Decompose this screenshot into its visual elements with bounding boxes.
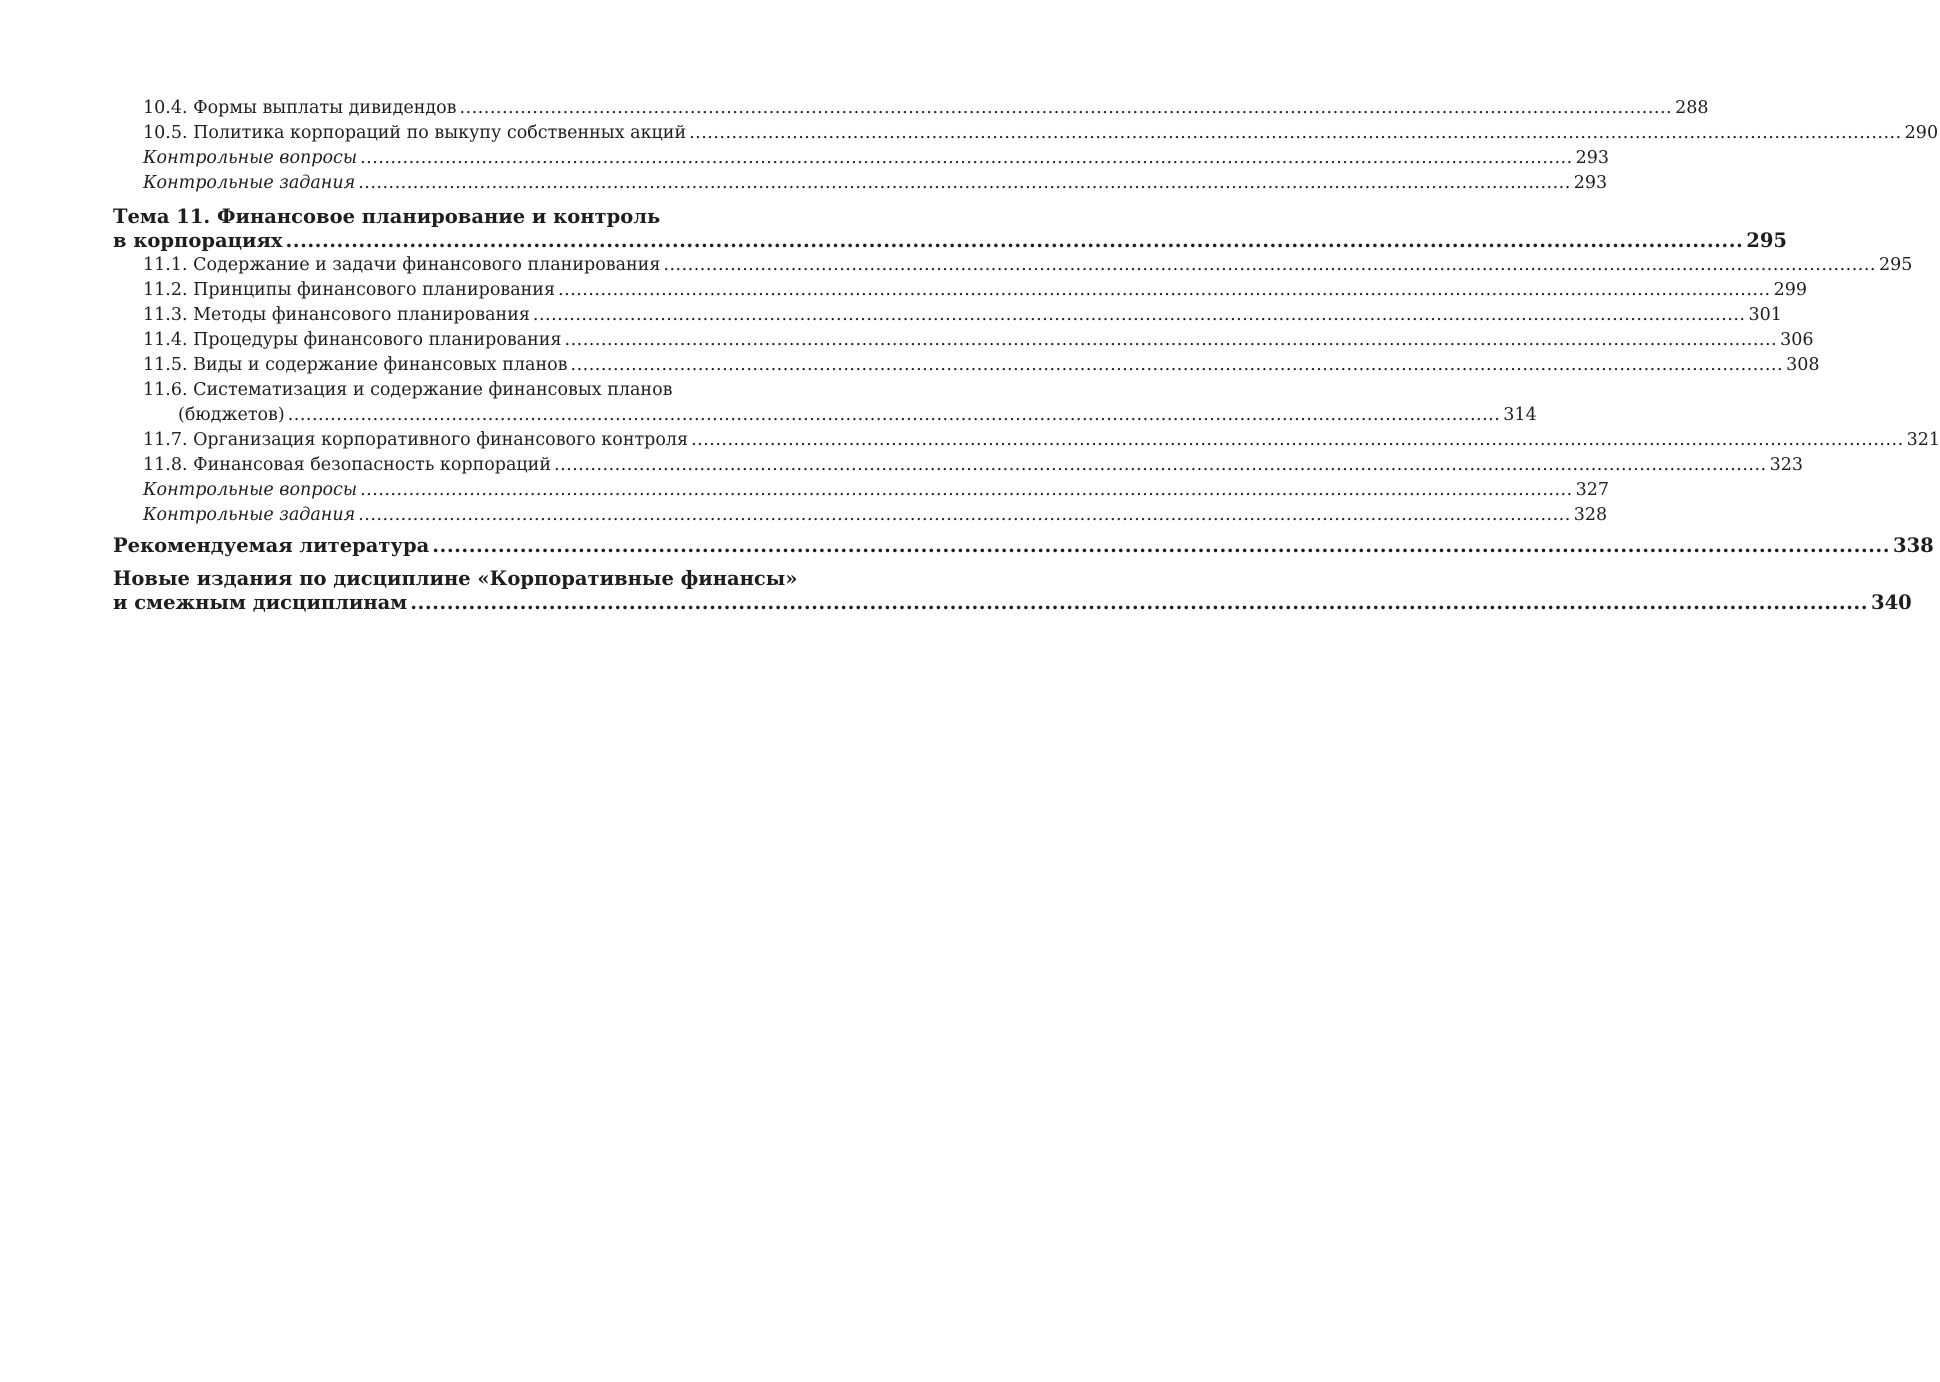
- toc-entry-title: 11.8. Финансовая безопасность корпораций: [143, 455, 552, 475]
- dot-leader: ........................................................................................................................................................................................................: [564, 330, 1778, 350]
- toc-entry-title-line1: Тема 11. Финансовое планирование и контроль: [113, 205, 661, 228]
- dot-leader: ........................................................................................................................................................................................................: [360, 148, 1573, 168]
- toc-page-number: 328: [1573, 505, 1608, 525]
- toc-page-number: 308: [1786, 355, 1820, 375]
- toc-page-number: 340: [1871, 591, 1912, 614]
- toc-entry-title: 11.3. Методы финансового планирования: [143, 305, 530, 325]
- toc-entry-title: Контрольные задания: [143, 173, 356, 193]
- toc-entry-title: 10.5. Политика корпораций по выкупу собственных акций: [143, 123, 687, 143]
- toc-page-number: 295: [1746, 229, 1787, 252]
- toc-entry-11-6[interactable]: [113, 378, 1537, 428]
- toc-entry-title-line2: в корпорациях: [113, 229, 283, 252]
- dot-leader: ........................................................................................................................................................................................................: [558, 280, 1771, 300]
- dot-leader: ........................................................................................................................................................................................................: [532, 305, 1746, 325]
- dot-leader: ........................................................................................................................................................................................................: [287, 405, 1501, 425]
- toc-page-number: 306: [1780, 330, 1814, 350]
- toc-entry-topic-11[interactable]: [113, 205, 1787, 253]
- toc-entry-new-editions[interactable]: [113, 567, 1912, 615]
- dot-leader: ........................................................................................................................................................................................................: [663, 255, 1876, 275]
- toc-page-number: 301: [1748, 305, 1782, 325]
- table-of-contents: [113, 96, 1940, 615]
- toc-entry-title-line2: (бюджетов): [178, 405, 285, 425]
- toc-entry-title: Контрольные задания: [143, 505, 356, 525]
- toc-page-number: 321: [1906, 430, 1940, 450]
- toc-page-number: 299: [1773, 280, 1807, 300]
- toc-entry-11-5[interactable]: [113, 353, 1820, 378]
- toc-entry-control-tasks-10[interactable]: [113, 171, 1608, 196]
- dot-leader: ........................................................................................................................................................................................................: [360, 480, 1573, 500]
- toc-entry-11-4[interactable]: [113, 328, 1814, 353]
- toc-entry-title: Контрольные вопросы: [143, 480, 358, 500]
- dot-leader: ........................................................................................................................................................................................................: [570, 355, 1784, 375]
- toc-entry-11-1[interactable]: [113, 253, 1913, 278]
- dot-leader: ........................................................................................................................................................................................................: [432, 534, 1891, 557]
- toc-entry-title: 11.1. Содержание и задачи финансового планирования: [143, 255, 661, 275]
- toc-entry-11-3[interactable]: [113, 303, 1782, 328]
- dot-leader: ........................................................................................................................................................................................................: [459, 98, 1673, 118]
- toc-page-number: 314: [1503, 405, 1537, 425]
- toc-page-number: 323: [1769, 455, 1803, 475]
- toc-entry-10-4[interactable]: [113, 96, 1709, 121]
- toc-entry-10-5[interactable]: [113, 121, 1939, 146]
- dot-leader: ........................................................................................................................................................................................................: [691, 430, 1904, 450]
- toc-entry-title: 10.4. Формы выплаты дивидендов: [143, 98, 457, 118]
- toc-entry-title-line1: 11.6. Систематизация и содержание финансовых планов: [143, 380, 673, 400]
- dot-leader: ........................................................................................................................................................................................................: [689, 123, 1902, 143]
- toc-page-number: 338: [1893, 534, 1934, 557]
- toc-page-number: 295: [1878, 255, 1913, 275]
- toc-entry-title: Рекомендуемая литература: [113, 534, 430, 557]
- toc-entry-11-7[interactable]: [113, 428, 1940, 453]
- dot-leader: ........................................................................................................................................................................................................: [285, 229, 1744, 252]
- toc-page-number: 293: [1575, 148, 1610, 168]
- toc-entry-11-2[interactable]: [113, 278, 1807, 303]
- toc-entry-control-questions-10[interactable]: [113, 146, 1610, 171]
- toc-entry-11-8[interactable]: [113, 453, 1803, 478]
- toc-page-number: 293: [1573, 173, 1608, 193]
- dot-leader: ........................................................................................................................................................................................................: [554, 455, 1767, 475]
- dot-leader: ........................................................................................................................................................................................................: [358, 173, 1571, 193]
- toc-page-number: 290: [1904, 123, 1939, 143]
- toc-entry-title-line1: Новые издания по дисциплине «Корпоративные финансы»: [113, 567, 798, 590]
- toc-entry-title-line2: и смежным дисциплинам: [113, 591, 408, 614]
- toc-entry-title: 11.5. Виды и содержание финансовых планов: [143, 355, 568, 375]
- toc-entry-control-tasks-11[interactable]: [113, 503, 1608, 528]
- dot-leader: ........................................................................................................................................................................................................: [358, 505, 1571, 525]
- toc-page-number: 288: [1675, 98, 1709, 118]
- toc-entry-recommended-literature[interactable]: [113, 534, 1934, 558]
- toc-entry-control-questions-11[interactable]: [113, 478, 1610, 503]
- toc-entry-title: Контрольные вопросы: [143, 148, 358, 168]
- dot-leader: ........................................................................................................................................................................................................: [410, 591, 1869, 614]
- toc-entry-title: 11.2. Принципы финансового планирования: [143, 280, 556, 300]
- toc-entry-title: 11.4. Процедуры финансового планирования: [143, 330, 562, 350]
- toc-page-number: 327: [1575, 480, 1610, 500]
- toc-entry-title: 11.7. Организация корпоративного финансового контроля: [143, 430, 689, 450]
